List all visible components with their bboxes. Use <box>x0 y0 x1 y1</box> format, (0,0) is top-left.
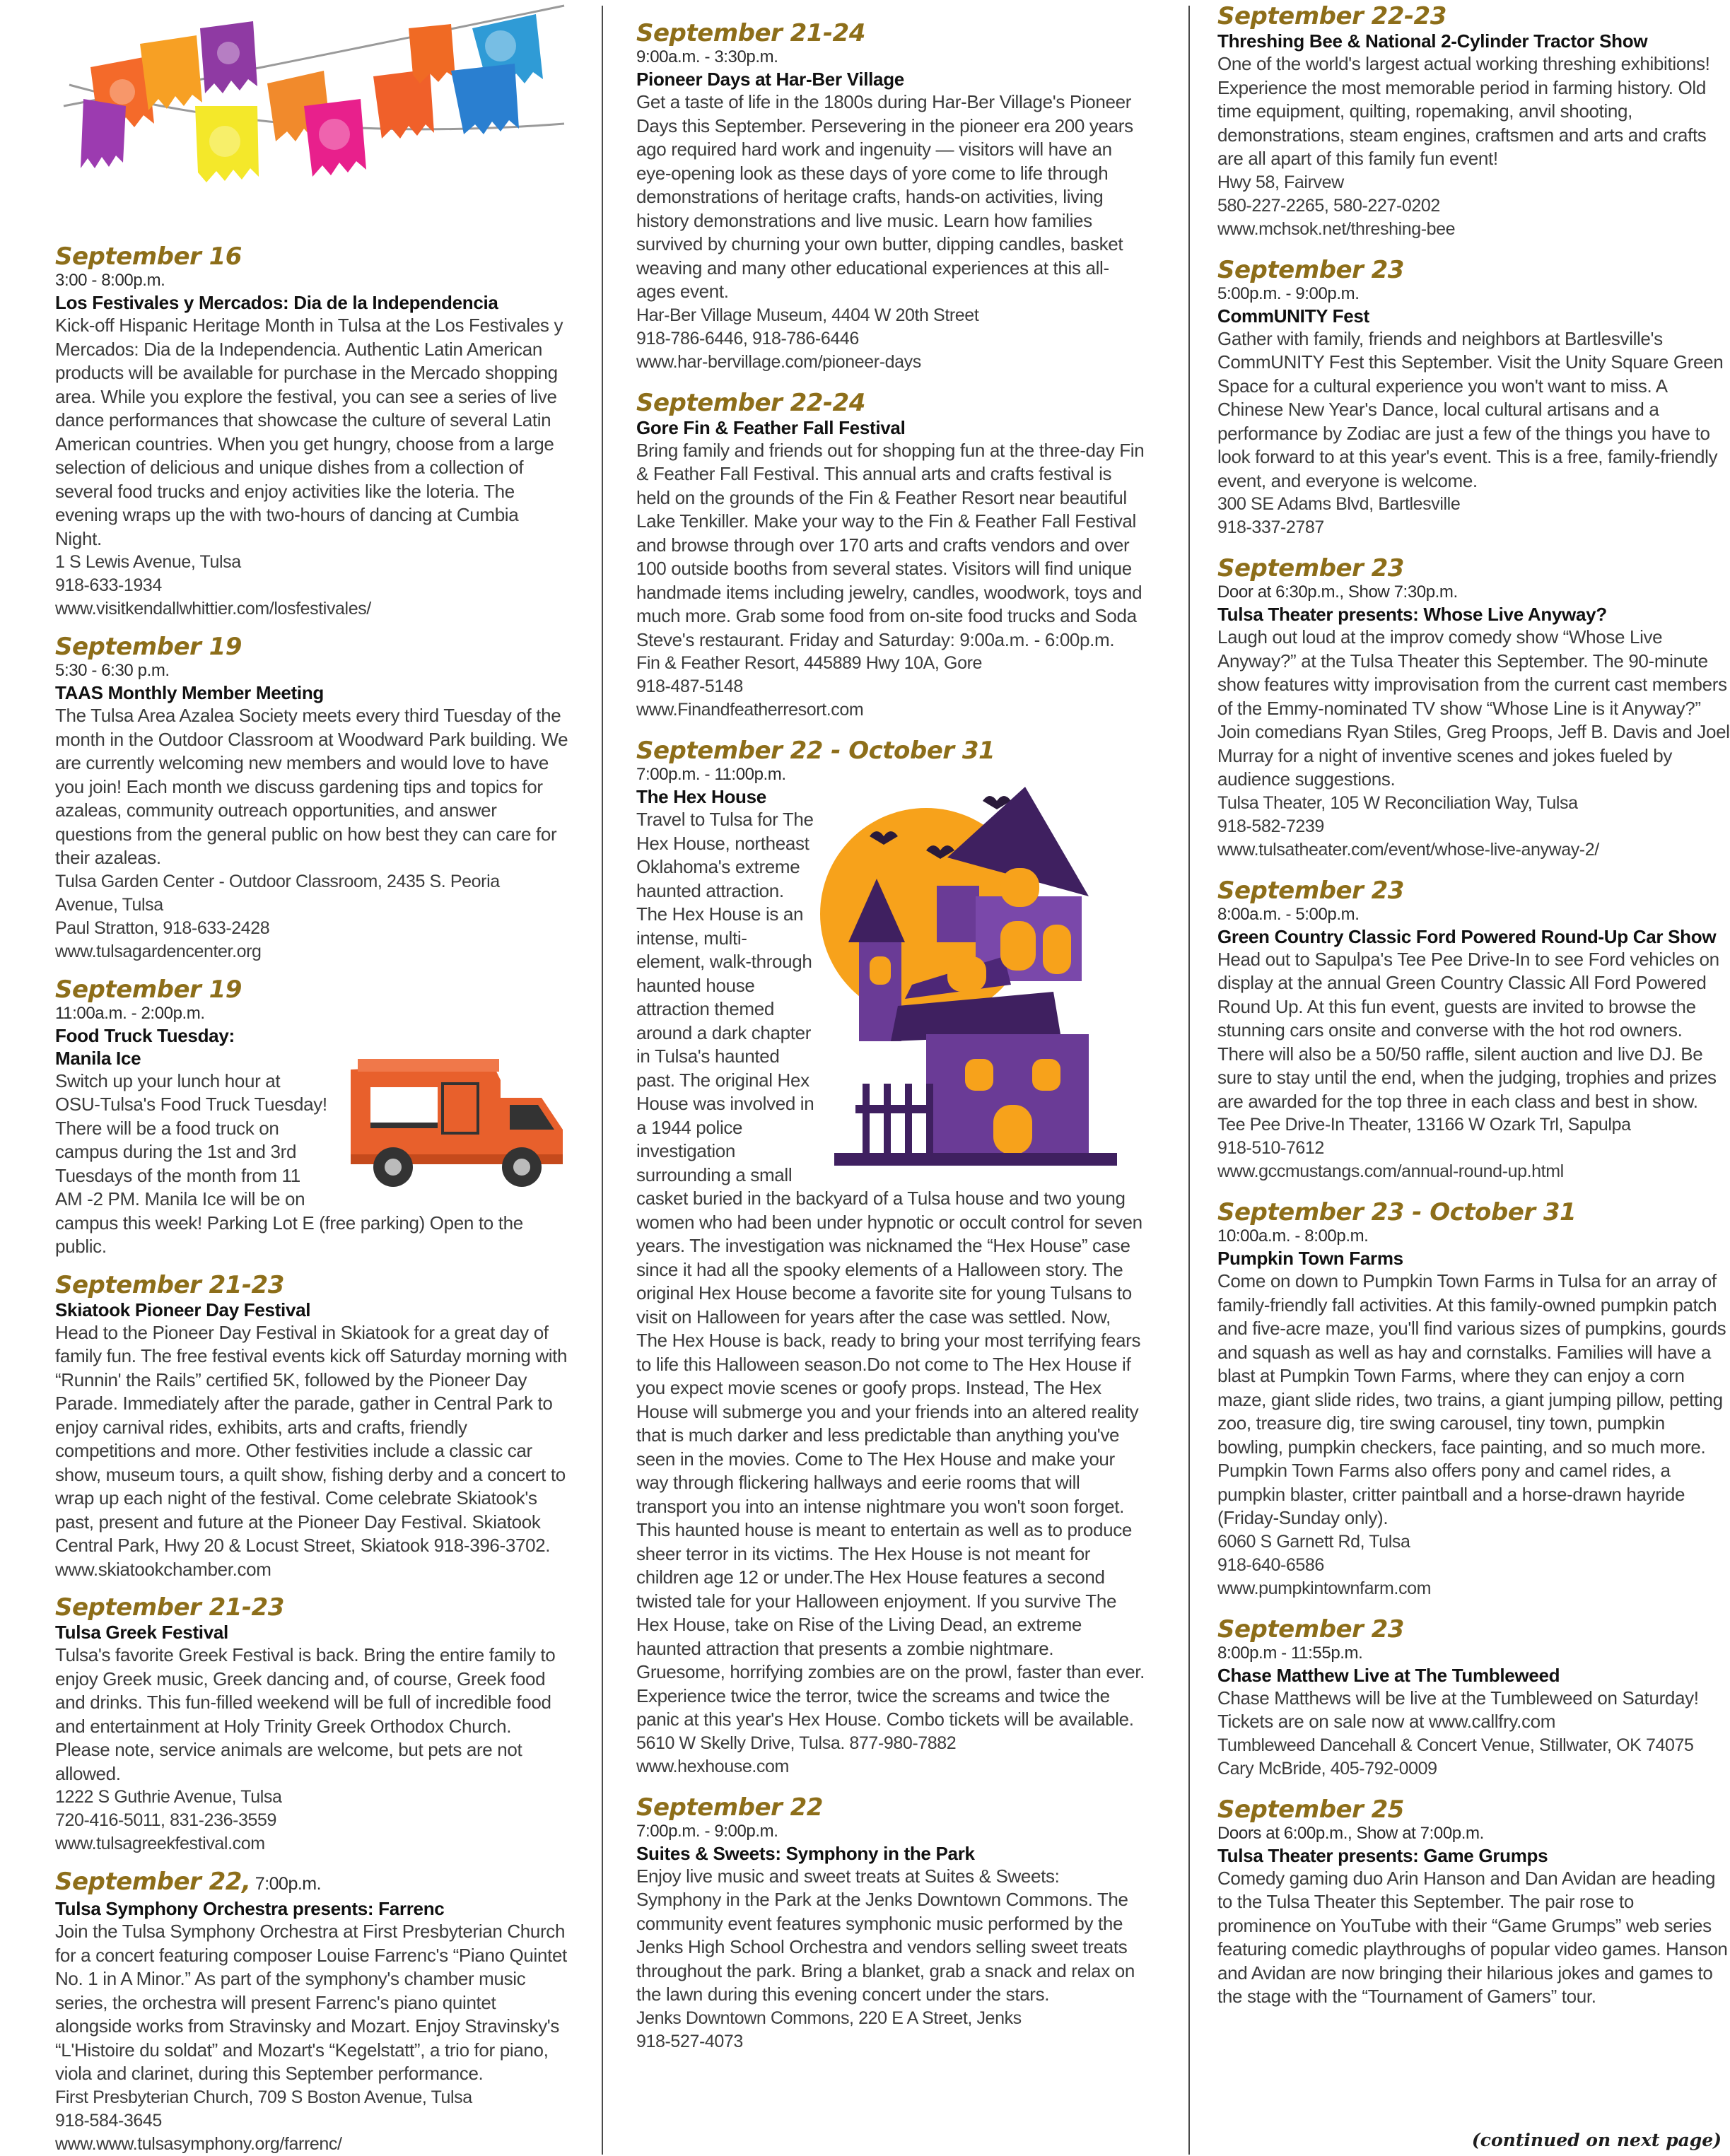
event-title: Tulsa Theater presents: Game Grumps <box>1217 1844 1548 1866</box>
event-date-text: September 21-23 <box>55 1270 284 1299</box>
event-title: Suites & Sweets: Symphony in the Park <box>636 1842 975 1864</box>
event-detail-line: 918-786-6446, 918-786-6446 <box>636 328 859 348</box>
event-description-text: One of the world's largest actual working threshing exhibitions! Experience the most memorable period in farming history. Old time equipment, quilting, ropemaking, anvil shooting, demonstrations, steam engines, craftsmen and arts and crafts are all apart of this family fun event! <box>1217 53 1710 169</box>
event-details <box>1217 1734 1730 1781</box>
event-entry <box>636 20 1145 374</box>
column-divider <box>602 6 603 2155</box>
event-time: Doors at 6:00p.m., Show at 7:00p.m. <box>1217 1823 1484 1843</box>
event-detail-line: 918-640-6586 <box>1217 1554 1324 1575</box>
event-description <box>636 808 1145 1732</box>
event-description <box>636 90 1145 304</box>
event-date-text: September 25 <box>1217 1795 1404 1824</box>
papel-picado-banner <box>55 0 570 226</box>
event-date <box>636 737 1145 764</box>
event-date-text: September 16 <box>55 242 242 271</box>
event-time: 9:00a.m. - 3:30p.m. <box>636 47 778 66</box>
event-time: 3:00 - 8:00p.m. <box>55 271 165 290</box>
event-detail-line: Avenue, Tulsa <box>55 894 163 915</box>
event-entry <box>1217 1796 1730 2009</box>
event-list <box>636 0 1145 2054</box>
event-details <box>636 1732 1145 1779</box>
event-time: 8:00p.m - 11:55p.m. <box>1217 1643 1363 1663</box>
event-date-text: September 19 <box>55 975 242 1004</box>
column-3 <box>1217 0 1730 2009</box>
event-date-text: September 22, <box>55 1868 251 1896</box>
event-detail-line: 918-633-1934 <box>55 575 162 595</box>
event-date <box>1217 257 1730 283</box>
event-title: CommUNITY Fest <box>1217 305 1369 327</box>
event-title: Green Country Classic Ford Powered Round-Up Car Show <box>1217 925 1717 947</box>
event-date <box>55 976 570 1003</box>
event-entry <box>55 633 570 963</box>
event-entry <box>55 243 570 621</box>
event-detail-line: 720-416-5011, 831-236-3559 <box>55 1810 277 1830</box>
event-description-text: Head to the Pioneer Day Festival in Skiatook for a great day of family fun. The free festival events kick off Saturday morning with “Runnin' the Rails” certified 5K, followed by the Pioneer Day Parade. Immediately after the parade, gather in Central Park to enjoy carnival rides, exhibits, arts and crafts, friendly competitions and more. Other festivities include a classic car show, museum tours, a quilt show, fishing derby and a concert to wrap up each night of the festival. Come celebrate Skiatook's past, present and future at the Pioneer Day Festival. Skiatook Central Park, Hwy 20 & Locust Street, Skiatook 918-396-3702. www.skiatookchamber.com <box>55 1321 568 1580</box>
event-description-text: Join the Tulsa Symphony Orchestra at First Presbyterian Church for a concert featuring composer Louise Farrenc's “Piano Quintet No. 1 in A Minor.” As part of the symphony's chamber music series, the orchestra will present Farrenc's piano quintet alongside works from Stravinsky and Mozart. Enjoy Stravinsky's “L'Histoire du soldat” and Mozart's “Kegelstatt”, a trio for piano, viola and clarinet, during this September performance. <box>55 1921 567 2084</box>
event-date-text: September 23 <box>1217 876 1404 905</box>
event-description <box>1217 327 1730 493</box>
event-entry <box>636 389 1145 722</box>
event-description-text: Kick-off Hispanic Heritage Month in Tulsa at the Los Festivales y Mercados: Dia de la Independencia. Authentic Latin American products will be available for purchase in the Mercado shopping area. While you explore the festival, you can see a series of live dance performances that showcase the culture of several Latin American countries. When you get hungry, choose from a large selection of delicious and unique dishes from a collection of several food trucks and enjoy activities like the loteria. The evening wraps up the with two-hours of dancing at Cumbia Night. <box>55 315 563 549</box>
event-description <box>55 1644 570 1786</box>
event-detail-line: 918-510-7612 <box>1217 1138 1324 1158</box>
event-title: Tulsa Greek Festival <box>55 1622 228 1643</box>
event-description-text: Come on down to Pumpkin Town Farms in Tulsa for an array of family-friendly fall activities. At this family-owned pumpkin patch and five-acre maze, you'll find various sizes of pumpkins, gourds and squash as well as hay and cornstalks. Families will have a blast at Pumpkin Town Farms, where they can enjoy a corn maze, giant slide rides, two trains, a giant jumping pillow, petting zoo, treasure dig, tire swing carousel, tiny town, pumpkin bowling, pumpkin checkers, face painting, and so much more. Pumpkin Town Farms also offers pony and camel rides, a pumpkin blaster, critter paintball and a horse-drawn hayride (Friday-Sunday only). <box>1217 1270 1726 1528</box>
event-detail-line: 1 S Lewis Avenue, Tulsa <box>55 552 241 572</box>
event-details <box>55 870 570 963</box>
event-title: Pumpkin Town Farms <box>1217 1248 1403 1269</box>
event-details <box>1217 792 1730 862</box>
event-details <box>55 1786 570 1856</box>
event-detail-line: First Presbyterian Church, 709 S Boston Avenue, Tulsa <box>55 2087 472 2107</box>
event-description <box>1217 52 1730 171</box>
event-description-text: Head out to Sapulpa's Tee Pee Drive-In to see Ford vehicles on display at the annual Green Country Classic All Ford Powered Round Up. At this fun event, guests are invited to browse the stunning cars onsite and converse with the hot rod owners. There will also be a 50/50 raffle, silent auction and live DJ. Be sure to stay until the end, when the judging, trophies and prizes are awarded for the top three in each class and best in show. <box>1217 948 1719 1112</box>
event-details <box>636 652 1145 722</box>
event-title: Tulsa Theater presents: Whose Live Anyway? <box>1217 604 1607 625</box>
event-date-text: September 23 <box>1217 255 1404 284</box>
event-time: 5:00p.m. - 9:00p.m. <box>1217 283 1360 303</box>
event-detail-line: 918-582-7239 <box>1217 816 1324 836</box>
event-detail-line: Paul Stratton, 918-633-2428 <box>55 918 270 938</box>
event-title: Tulsa Symphony Orchestra presents: Farrenc <box>55 1898 445 1919</box>
event-title: Skiatook Pioneer Day Festival <box>55 1299 311 1320</box>
event-detail-line: Tumbleweed Dancehall & Concert Venue, Stillwater, OK 74075 <box>1217 1735 1694 1755</box>
event-detail-line: Cary McBride, 405-792-0009 <box>1217 1758 1437 1779</box>
event-time: 10:00a.m. - 8:00p.m. <box>1217 1226 1369 1246</box>
event-date <box>55 633 570 660</box>
event-description <box>1217 1687 1730 1734</box>
event-description <box>1217 948 1730 1114</box>
event-date <box>636 1794 1145 1821</box>
event-date <box>55 243 570 270</box>
event-details <box>55 551 570 621</box>
event-subtitle: Manila Ice <box>55 1047 141 1069</box>
event-entry <box>636 737 1145 1779</box>
event-entry <box>55 976 570 1259</box>
event-date-text: September 22-23 <box>1217 2 1446 30</box>
column-1 <box>55 0 570 2156</box>
event-time: 11:00a.m. - 2:00p.m. <box>55 1003 205 1023</box>
event-details <box>1217 171 1730 241</box>
event-date <box>636 20 1145 47</box>
event-date <box>55 1868 570 1897</box>
event-detail-line: www.visitkendallwhittier.com/losfestivales/ <box>55 599 371 619</box>
event-description <box>55 1070 570 1259</box>
event-date <box>1217 1796 1730 1823</box>
event-detail-line: Hwy 58, Fairvew <box>1217 172 1344 192</box>
event-description <box>55 1321 570 1582</box>
event-detail-line: 6060 S Garnett Rd, Tulsa <box>1217 1531 1410 1552</box>
event-detail-line: www.hexhouse.com <box>636 1756 789 1776</box>
event-detail-line: www.pumpkintownfarm.com <box>1217 1578 1432 1598</box>
event-detail-line: Jenks Downtown Commons, 220 E A Street, Jenks <box>636 2008 1022 2028</box>
event-list <box>1217 0 1730 2009</box>
event-detail-line: Fin & Feather Resort, 445889 Hwy 10A, Gore <box>636 653 982 673</box>
event-details <box>1217 1113 1730 1183</box>
event-description-text: Enjoy live music and sweet treats at Suites & Sweets: Symphony in the Park at the Jenks Downtown Commons. The community event features symphonic music performed by the Jenks High School Orchestra and vendors selling sweet treats throughout the park. Bring a blanket, grab a snack and relax on the lawn during this evening concert under the stars. <box>636 1865 1135 2005</box>
event-date-text: September 19 <box>55 633 242 661</box>
event-detail-line: www.tulsagardencenter.org <box>55 941 262 961</box>
event-description-text: Travel to Tulsa for The Hex House, northeast Oklahoma's extreme haunted attraction. The Hex House is an intense, multi-element, walk-through haunted house attraction themed around a dark chapter in Tulsa's haunted past. The original Hex House was involved in a 1944 police investigation surrounding a small casket buried in the backyard of a Tulsa house and two young women who had been under hypnotic or occult control for seven years. The investigation was nicknamed the “Hex House” case since it had all the spooky elements of a Halloween story. The original Hex House become a favorite site for young Tulsans to visit on Halloween for years after the case was settled. Now, The Hex House is back, ready to bring your most terrifying fears to life this Halloween season.Do not come to The Hex House if you expect movie scenes or goofy props. Instead, The Hex House will submerge you and your friends into an altered reality that is much darker and less predictable than anything you've seen in the movies. Come to The Hex House and make your way through flickering hallways and eerie rooms that will transport you into an intense nightmare you won't soon forget. This haunted house is meant to entertain as well as to produce sheer terror in its victims. The Hex House is not meant for children age 12 or under.The Hex House features a second twisted tale for your Halloween enjoyment. If you survive The Hex House, take on Rise of the Living Dead, an extreme haunted attraction that presents a zombie nightmare. Gruesome, horrifying zombies are on the prowl, faster than ever. Experience twice the terror, twice the screams and twice the panic at this year's Hex House. Combo tickets will be available. <box>636 809 1145 1730</box>
event-detail-line: www.www.tulsasymphony.org/farrenc/ <box>55 2133 342 2154</box>
event-details <box>1217 1530 1730 1600</box>
event-details <box>1217 493 1730 539</box>
event-time: 8:00a.m. - 5:00p.m. <box>1217 904 1360 924</box>
event-title: Gore Fin & Feather Fall Festival <box>636 416 906 438</box>
event-entry <box>55 1594 570 1856</box>
event-description-text: Laugh out loud at the improv comedy show “Whose Live Anyway?” at the Tulsa Theater this September. The 90-minute show features witty improvisation from the current cast members of the Emmy-nominated TV show “Whose Line is it Anyway?” Join comedians Ryan Stiles, Greg Proops, Jeff B. Davis and Joel Murray for a night of inventive scenes and jokes fueled by audience suggestions. <box>1217 626 1730 790</box>
event-title: The Hex House <box>636 786 766 807</box>
event-description-text: Chase Matthews will be live at the Tumbleweed on Saturday! Tickets are on sale now at www.callfry.com <box>1217 1687 1699 1732</box>
event-title: Food Truck Tuesday: <box>55 1024 235 1046</box>
column-2 <box>636 0 1145 2054</box>
event-detail-line: 918-487-5148 <box>636 676 743 696</box>
event-detail-line: www.gccmustangs.com/annual-round-up.html <box>1217 1161 1564 1181</box>
event-date-text: September 23 <box>1217 1615 1404 1644</box>
event-detail-line: Tulsa Theater, 105 W Reconciliation Way, Tulsa <box>1217 792 1578 813</box>
event-description-text: Get a taste of life in the 1800s during Har-Ber Village's Pioneer Days this September. Persevering in the pioneer era 200 years ago required hard work and ingenuity — visitors will have an eye-opening look as these days of yore come to life through demonstrations of heritage crafts, hands-on activities, living history demonstrations and live music. Learn how families survived by churning your own butter, dipping candles, basket weaving and many other educational experiences at this all-ages event. <box>636 91 1133 302</box>
event-detail-line: Tulsa Garden Center - Outdoor Classroom, 2435 S. Peoria <box>55 871 500 891</box>
event-details <box>636 2007 1145 2054</box>
event-detail-line: 918-584-3645 <box>55 2110 162 2131</box>
event-entry <box>55 1868 570 2156</box>
event-entry <box>636 1794 1145 2054</box>
event-detail-line: 580-227-2265, 580-227-0202 <box>1217 195 1440 216</box>
event-date <box>55 1594 570 1621</box>
event-title: TAAS Monthly Member Meeting <box>55 682 324 703</box>
event-detail-line: Tee Pee Drive-In Theater, 13166 W Ozark Trl, Sapulpa <box>1217 1115 1631 1135</box>
event-description <box>55 704 570 870</box>
event-date-text: September 21-24 <box>636 19 865 47</box>
event-description-text: Bring family and friends out for shopping fun at the three-day Fin & Feather Fall Festival. This annual arts and crafts festival is held on the grounds of the Fin & Feather Resort near beautiful Lake Tenkiller. Make your way to the Fin & Feather Fall Festival and browse through over 170 arts and crafts vendors and over 100 outside booths from several states. Visitors will find unique handmade items including jewelry, candles, woodwork, toys and much more. Grab some food from on-site food trucks and Soda Steve's restaurant. Friday and Saturday: 9:00a.m. - 6:00p.m. <box>636 439 1145 650</box>
event-date-text: September 22 <box>636 1793 823 1822</box>
haunted-house-illustration <box>820 773 1159 1176</box>
food-truck-illustration <box>337 1055 577 1197</box>
event-detail-line: www.mchsok.net/threshing-bee <box>1217 218 1456 239</box>
event-description-text: Tulsa's favorite Greek Festival is back. Bring the entire family to enjoy Greek music, Greek dancing and, of course, Greek food and drinks. This fun-filled weekend will be full of incredible food and entertainment at Holy Trinity Greek Orthodox Church. Please note, service animals are welcome, but pets are not allowed. <box>55 1644 556 1784</box>
event-detail-line: 1222 S Guthrie Avenue, Tulsa <box>55 1787 282 1807</box>
continued-note: (continued on next page) <box>1471 2130 1722 2150</box>
event-date-text: September 22 - October 31 <box>636 737 995 765</box>
event-title: Chase Matthew Live at The Tumbleweed <box>1217 1664 1560 1686</box>
event-description-text: Gather with family, friends and neighbors at Bartlesville's CommUNITY Fest this September. Visit the Unity Square Green Space for a cultural experience you won't want to miss. A Chinese New Year's Dance, local cultural artisans and a performance by Zodiac are just a few of the things you have to look forward to at this year's event. This is a free, family-friendly event, and everyone is welcome. <box>1217 327 1724 491</box>
event-description-text: Switch up your lunch hour at OSU-Tulsa's Food Truck Tuesday! There will be a food truck on campus during the 1st and 3rd Tuesdays of the month from 11 AM -2 PM. Manila Ice will be on campus this week! Parking Lot E (free parking) Open to the public. <box>55 1070 523 1257</box>
event-detail-line: www.har-bervillage.com/pioneer-days <box>636 351 921 372</box>
event-detail-line: 5610 W Skelly Drive, Tulsa. 877-980-7882 <box>636 1733 957 1753</box>
event-title: Los Festivales y Mercados: Dia de la Independencia <box>55 292 498 313</box>
event-title: Threshing Bee & National 2-Cylinder Tractor Show <box>1217 30 1648 52</box>
event-date <box>1217 3 1730 30</box>
event-date <box>636 389 1145 416</box>
event-description <box>1217 1270 1730 1530</box>
event-time: 5:30 - 6:30 p.m. <box>55 661 170 680</box>
event-list <box>55 0 570 2156</box>
event-entry <box>1217 257 1730 540</box>
event-title: Pioneer Days at Har-Ber Village <box>636 69 904 90</box>
event-date <box>1217 555 1730 582</box>
event-detail-line: www.Finandfeatherresort.com <box>636 700 864 720</box>
event-date-time: 7:00p.m. <box>250 1874 322 1894</box>
event-description <box>55 1920 570 2086</box>
event-date <box>1217 1616 1730 1643</box>
event-date <box>55 1272 570 1299</box>
event-description <box>55 314 570 551</box>
event-description-text: Comedy gaming duo Arin Hanson and Dan Avidan are heading to the Tulsa Theater this September. The pair rose to prominence on YouTube with their “Game Grumps” web series featuring comedic playthroughs of popular video games. Hanson and Avidan are now bringing their hilarious jokes and games to the stage with the “Tournament of Gamers” tour. <box>1217 1867 1728 2007</box>
event-entry <box>55 1272 570 1582</box>
event-description-text: The Tulsa Area Azalea Society meets every third Tuesday of the month in the Outdoor Classroom at Woodward Park building. We are currently welcoming new members and would love to have you join! Each month we discuss gardening tips and topics for azaleas, community outreach opportunities, and answer questions from the general public on how best they can care for their azaleas. <box>55 705 568 868</box>
event-description <box>1217 626 1730 792</box>
event-time: 7:00p.m. - 9:00p.m. <box>636 1821 778 1841</box>
event-description <box>1217 1867 1730 2009</box>
event-date-text: September 23 <box>1217 554 1404 582</box>
event-details <box>636 304 1145 374</box>
event-entry <box>1217 1616 1730 1781</box>
event-detail-line: 300 SE Adams Blvd, Bartlesville <box>1217 494 1461 514</box>
event-detail-line: 918-337-2787 <box>1217 517 1324 537</box>
event-detail-line: www.tulsatheater.com/event/whose-live-anyway-2/ <box>1217 839 1599 860</box>
event-entry <box>1217 1199 1730 1600</box>
event-description <box>636 1865 1145 2007</box>
event-entry <box>1217 877 1730 1184</box>
column-divider <box>1188 6 1190 2155</box>
event-date-text: September 21-23 <box>55 1593 284 1622</box>
event-detail-line: www.tulsagreekfestival.com <box>55 1834 265 1853</box>
event-description <box>636 439 1145 652</box>
event-date-text: September 22-24 <box>636 388 865 417</box>
event-detail-line: Har-Ber Village Museum, 4404 W 20th Street <box>636 305 979 325</box>
event-time: 7:00p.m. - 11:00p.m. <box>636 765 786 784</box>
event-date <box>1217 877 1730 904</box>
event-date <box>1217 1199 1730 1226</box>
event-time: Door at 6:30p.m., Show 7:30p.m. <box>1217 582 1458 602</box>
event-details <box>55 2086 570 2156</box>
event-detail-line: 918-527-4073 <box>636 2031 743 2051</box>
event-entry <box>1217 555 1730 862</box>
event-entry <box>1217 3 1730 241</box>
event-date-text: September 23 - October 31 <box>1217 1198 1577 1226</box>
